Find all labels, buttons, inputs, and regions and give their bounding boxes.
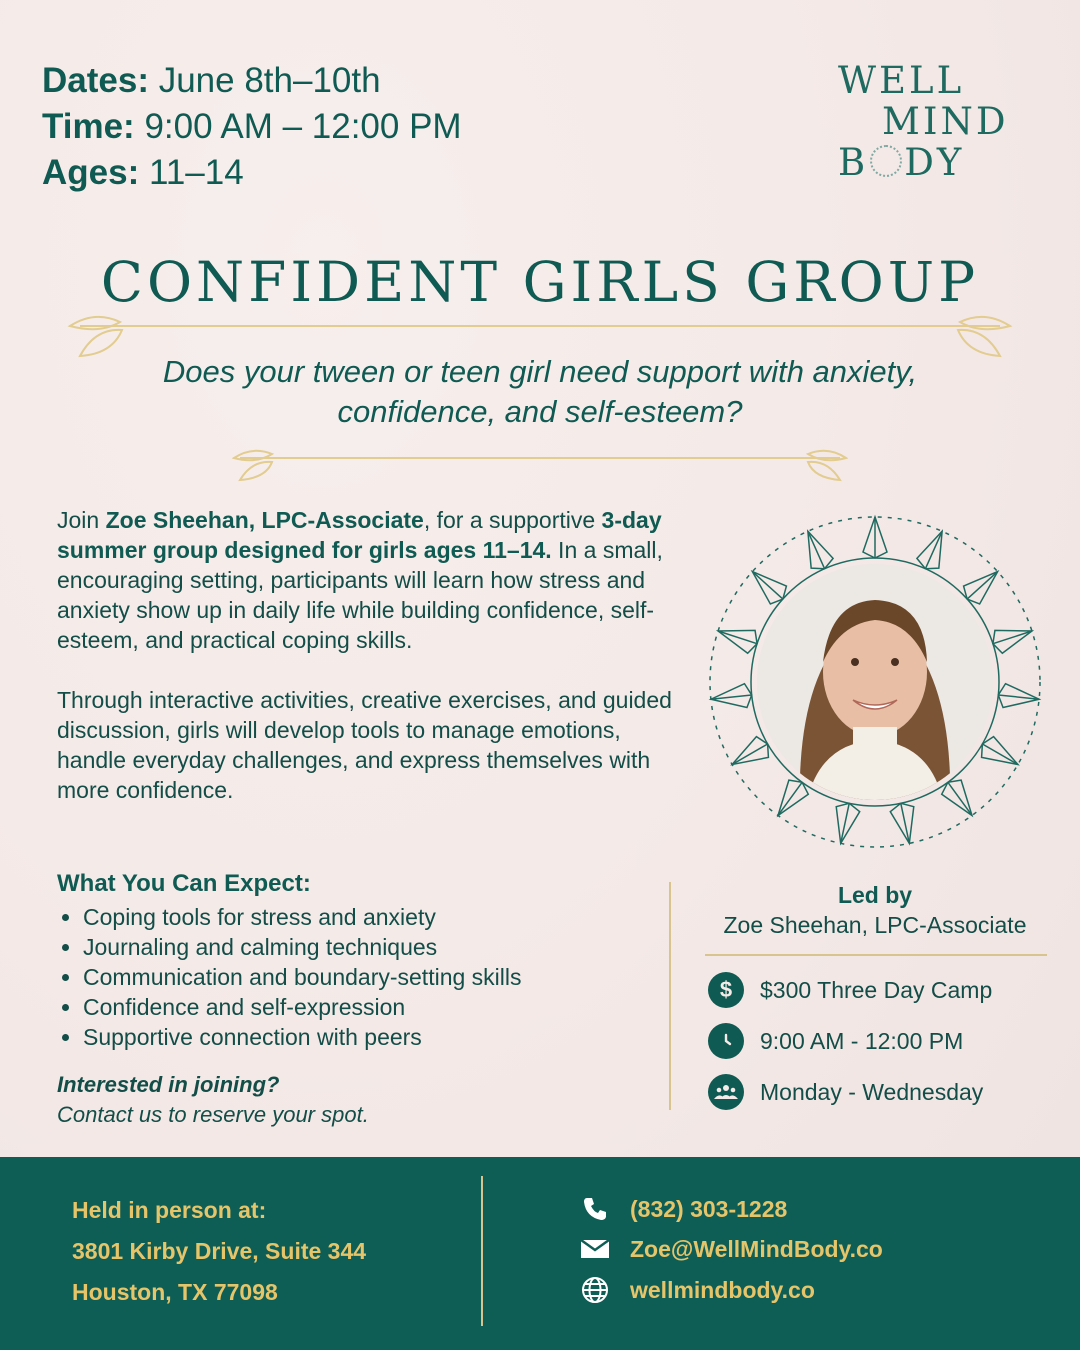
list-item: • Coping tools for stress and anxiety: [83, 902, 657, 932]
leader-info: [700, 880, 1050, 940]
event-details: [42, 58, 462, 196]
intro-program-highlight: 3-day summer group designed for girls ages 11–14.: [57, 507, 662, 563]
group-icon: [708, 1074, 744, 1110]
phone-icon: [578, 1192, 612, 1226]
time-row: [42, 104, 462, 150]
address-block: [72, 1190, 366, 1313]
dates-row: [42, 58, 462, 104]
horizontal-divider: [705, 954, 1047, 956]
mail-icon: [578, 1232, 612, 1266]
intro-paragraph-1: [57, 505, 677, 655]
vertical-divider: [669, 882, 671, 1110]
email-address[interactable]: Zoe@WellMindBody.co: [630, 1235, 883, 1262]
time-info: [708, 1023, 1068, 1059]
expect-section: [57, 870, 657, 1052]
leader-name: Zoe Sheehan, LPC-Associate: [723, 912, 1027, 938]
ages-row: [42, 150, 462, 196]
list-item: • Communication and boundary-setting skills: [83, 962, 657, 992]
logo-letter-b: B: [838, 141, 869, 184]
footer-divider: [481, 1176, 483, 1326]
address-line-1: 3801 Kirby Drive, Suite 344: [72, 1238, 367, 1264]
time-text: 9:00 AM - 12:00 PM: [760, 1027, 964, 1054]
dates-label: Dates:: [42, 61, 149, 100]
list-item: • Journaling and calming techniques: [83, 932, 657, 962]
led-by-heading: Led by: [837, 882, 913, 908]
address-line-2: Houston, TX 77098: [72, 1279, 278, 1305]
website-contact[interactable]: [578, 1273, 998, 1307]
intro-leader-name: Zoe Sheehan, LPC-Associate: [105, 507, 424, 533]
globe-icon: [578, 1273, 612, 1307]
leader-portrait: [705, 512, 1045, 852]
intro-paragraph-2: Through interactive activities, creative exercises, and guided discussion, girls will develop tools to manage emotions, handle everyday challenges, and express themselves with more confidence.: [57, 687, 672, 803]
tagline: Does your tween or teen girl need support with anxiety, confidence, and self-esteem?: [162, 354, 918, 429]
days-text: Monday - Wednesday: [760, 1078, 984, 1105]
page-title: CONFIDENT GIRLS GROUP: [100, 250, 980, 314]
phone-contact[interactable]: [578, 1192, 998, 1226]
days-info: [708, 1074, 1068, 1110]
clock-icon: [708, 1023, 744, 1059]
time-value: 9:00 AM – 12:00 PM: [134, 107, 462, 146]
intro-text-join: Join: [57, 507, 106, 533]
join-cta: [57, 1070, 369, 1130]
leaf-divider-bottom: [0, 444, 1080, 484]
ages-value: 11–14: [139, 153, 244, 192]
price-text: $300 Three Day Camp: [760, 976, 993, 1003]
join-question: Interested in joining?: [57, 1072, 280, 1097]
logo-line-mind: MIND: [882, 100, 1009, 143]
dates-value: June 8th–10th: [148, 61, 381, 100]
wellmindbody-logo: [838, 60, 1028, 183]
intro-text-supportive: , for a supportive: [423, 507, 602, 533]
price-info: [708, 972, 1068, 1008]
logo-letters-dy: DY: [904, 141, 965, 184]
list-item: • Supportive connection with peers: [83, 1022, 657, 1052]
logo-mandala-icon: [870, 145, 902, 177]
logo-line-well: WELL: [838, 59, 965, 102]
held-label: Held in person at:: [72, 1197, 267, 1223]
expect-heading: What You Can Expect:: [57, 870, 311, 897]
time-label: Time:: [42, 107, 135, 146]
phone-number[interactable]: (832) 303-1228: [630, 1195, 788, 1222]
ages-label: Ages:: [42, 153, 140, 192]
email-contact[interactable]: [578, 1232, 998, 1266]
logo-line-body: [838, 142, 1028, 183]
intro-text-description: In a small, encouraging setting, participants will learn how stress and anxiety show up in daily life while building confidence, self-esteem, and practical coping skills.: [57, 537, 663, 653]
join-contact-text: Contact us to reserve your spot.: [57, 1102, 369, 1127]
expect-list: [57, 902, 657, 1052]
website-link[interactable]: wellmindbody.co: [630, 1276, 815, 1303]
list-item: • Confidence and self-expression: [83, 992, 657, 1022]
intro-text: [57, 505, 677, 835]
dollar-icon: $: [708, 972, 744, 1008]
